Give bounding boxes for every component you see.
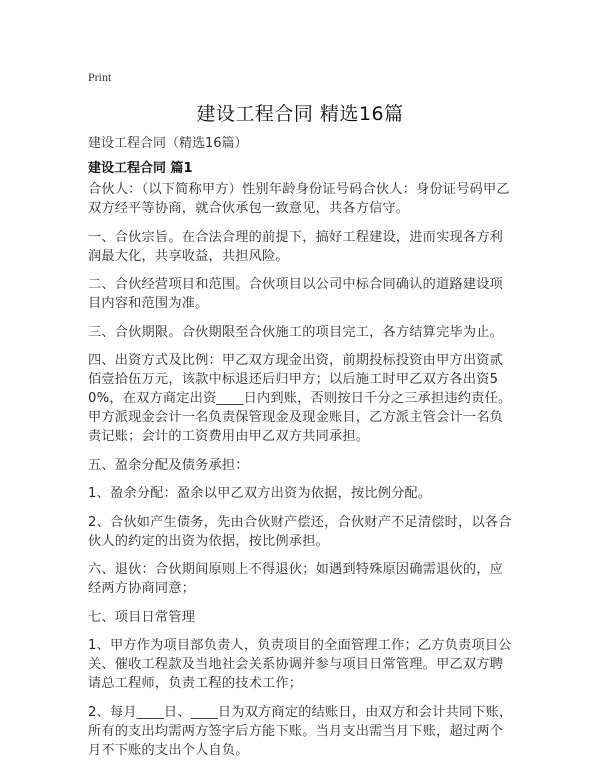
- document-body: [88, 180, 516, 769]
- print-link[interactable]: Print: [88, 70, 112, 84]
- paragraph-profit-distribution: 1、盈余分配：盈余以甲乙双方出资为依据，按比例分配。: [88, 486, 432, 501]
- paragraph-debt: 2、合伙如产生债务，先由合伙财产偿还，合伙财产不足清偿时，以各合伙人的约定的出资为依据，按比例承担。: [88, 514, 512, 549]
- document-title: 建设工程合同 精选16篇: [196, 103, 404, 125]
- paragraph-withdrawal: 六、退伙：合伙期间原则上不得退伙；如遇到特殊原因确需退伙的，应经两方协商同意；: [88, 562, 504, 596]
- paragraph-management-2: 2、每月____日、____日为双方商定的结账日，由双方和会计共同下账，所有的支出均需两方签字后方能下账。当月支出需当月下账，超过两个月不下账的支出个人自负。: [88, 704, 513, 758]
- paragraph-management-heading: 七、项目日常管理: [88, 609, 196, 625]
- paragraph-parties: 合伙人：（以下简称甲方）性别年龄身份证号码合伙人：身份证号码甲乙双方经平等协商，就合伙承包一致意见，共各方信守。: [88, 182, 510, 216]
- document-subtitle: 建设工程合同（精选16篇）: [88, 136, 248, 151]
- section-heading: 建设工程合同 篇1: [88, 161, 193, 176]
- paragraph-scope: 二、合伙经营项目和范围。合伙项目以公司中标合同确认的道路建设项目内容和范围为准。: [88, 277, 504, 311]
- paragraph-purpose: 一、合伙宗旨。在合法合理的前提下，搞好工程建设，进而实现各方利润最大化，共享收益，共担风险。: [88, 229, 504, 264]
- paragraph-management-1: 1、甲方作为项目部负责人，负责项目的全面管理工作；乙方负责项目公关、催收工程款及当地社会关系协调并参与项目日常管理。甲乙双方聘请总工程师，负责工程的技术工作；: [88, 638, 512, 691]
- paragraph-contribution: 四、出资方式及比例：甲乙双方现金出资，前期投标投资由甲方出资贰佰壹拾伍万元，该款中标退还后归甲方；以后施工时甲乙双方各出资50%，在双方商定出资____日内到账，否则按日千分之三承担违约责任。甲方派现金会计一名负责保管现金及现金账目，乙方派主管会计一名负责记账；会计的工资费用由甲乙双方共同承担。: [88, 353, 512, 444]
- paragraph-term: 三、合伙期限。合伙期限至合伙施工的项目完工，各方结算完毕为止。: [88, 324, 504, 340]
- paragraph-profit-heading: 五、盈余分配及债务承担：: [88, 457, 249, 473]
